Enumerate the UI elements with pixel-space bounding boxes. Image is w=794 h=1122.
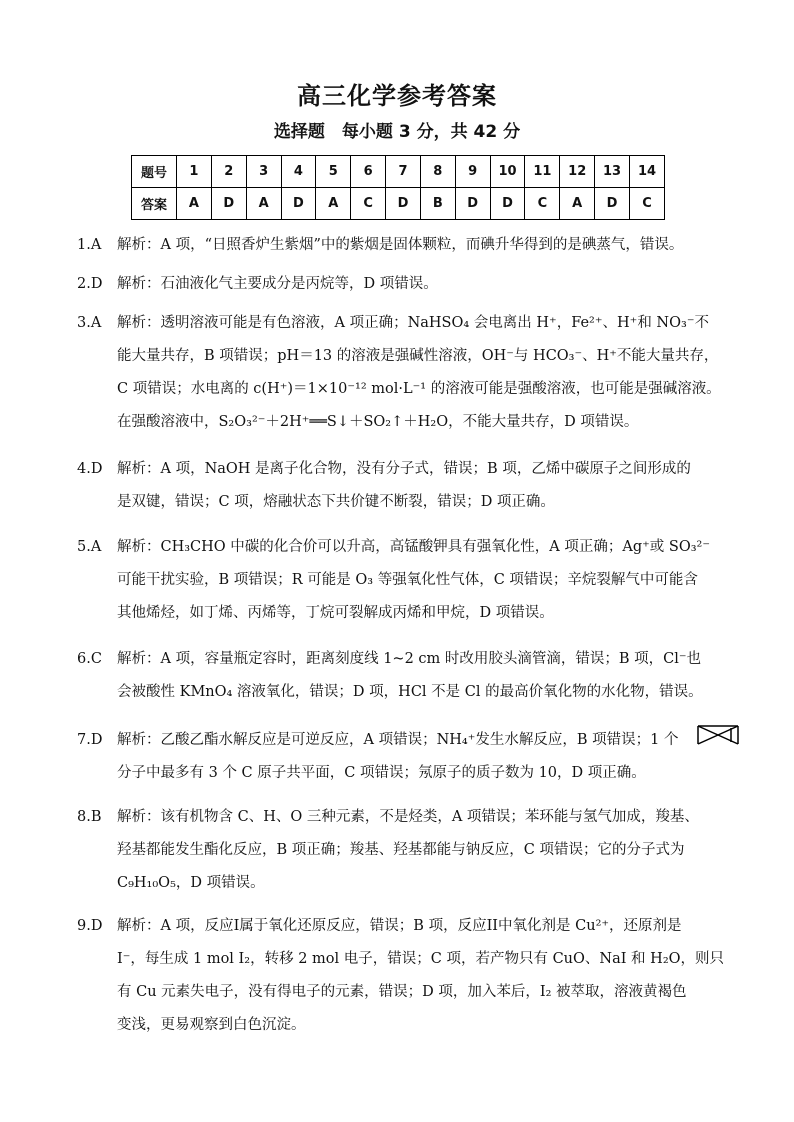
answer-item-6 [77, 643, 767, 709]
page-title: 高三化学参考答案 [297, 82, 497, 110]
answer-row [132, 188, 665, 220]
question-number-cell: 7 [386, 156, 421, 188]
item-line: C₉H₁₀O₅，D 项错误。 [117, 875, 265, 891]
item-number: 3.A [77, 315, 102, 331]
item-line: C 项错误；水电离的 c(H⁺)＝1×10⁻¹² mol·L⁻¹ 的溶液可能是强酸溶液，也可能是强碱溶液。 [117, 381, 721, 397]
answer-cell: D [455, 188, 490, 220]
item-line: 变浅，更易观察到白色沉淀。 [117, 1017, 306, 1033]
item-line: 解析：透明溶液可能是有色溶液，A 项正确；NaHSO₄ 会电离出 H⁺，Fe²⁺、H⁺和 NO₃⁻不 [117, 315, 709, 331]
answer-item-4 [77, 453, 767, 519]
answer-cell: D [211, 188, 246, 220]
answer-item-9 [77, 910, 767, 1042]
answer-cell: A [246, 188, 281, 220]
item-line: 解析：A 项，NaOH 是离子化合物，没有分子式，错误；B 项，乙烯中碳原子之间形成的 [117, 461, 691, 477]
question-number-cell: 8 [420, 156, 455, 188]
row-label-answer: 答案 [132, 188, 177, 220]
item-number: 6.C [77, 651, 102, 667]
item-line: 在强酸溶液中，S₂O₃²⁻＋2H⁺══S↓＋SO₂↑＋H₂O，不能大量共存，D 项错误。 [117, 414, 639, 430]
answer-cell: C [351, 188, 386, 220]
item-line: 分子中最多有 3 个 C 原子共平面，C 项错误；氖原子的质子数为 10，D 项正确。 [117, 765, 646, 781]
item-line: 解析：石油液化气主要成分是丙烷等，D 项错误。 [117, 276, 438, 292]
question-number-cell: 13 [595, 156, 630, 188]
answer-cell: A [177, 188, 212, 220]
item-line: 解析：A 项，反应I属于氧化还原反应，错误；B 项，反应II中氧化剂是 Cu²⁺，还原剂是 [117, 918, 682, 934]
item-line: 可能干扰实验，B 项错误；R 可能是 O₃ 等强氧化性气体，C 项错误；辛烷裂解气中可能含 [117, 572, 698, 588]
answer-item-7 [77, 724, 767, 790]
answer-table [131, 155, 665, 220]
question-number-cell: 10 [490, 156, 525, 188]
answer-cell: D [490, 188, 525, 220]
question-number-cell: 11 [525, 156, 560, 188]
question-number-cell: 6 [351, 156, 386, 188]
answer-item-1 [77, 229, 767, 262]
answer-cell: A [560, 188, 595, 220]
answer-item-3 [77, 307, 767, 439]
item-line: 解析：该有机物含 C、H、O 三种元素，不是烃类，A 项错误；苯环能与氢气加成，羧基、 [117, 809, 699, 825]
item-line: 其他烯烃，如丁烯、丙烯等，丁烷可裂解成丙烯和甲烷，D 项错误。 [117, 605, 554, 621]
answer-cell: D [386, 188, 421, 220]
question-number-row [132, 156, 665, 188]
item-number: 9.D [77, 918, 103, 934]
item-number: 7.D [77, 732, 103, 748]
item-line: 解析：CH₃CHO 中碳的化合价可以升高，高锰酸钾具有强氧化性，A 项正确；Ag⁺或 SO₃²⁻ [117, 539, 710, 555]
question-number-cell: 2 [211, 156, 246, 188]
question-number-cell: 5 [316, 156, 351, 188]
item-number: 8.B [77, 809, 102, 825]
answer-cell: D [595, 188, 630, 220]
section-subtitle: 选择题 每小题 3 分，共 42 分 [273, 122, 521, 142]
question-number-cell: 12 [560, 156, 595, 188]
item-line: 解析：A 项，“日照香炉生紫烟”中的紫烟是固体颗粒，而碘升华得到的是碘蒸气，错误。 [117, 237, 684, 253]
item-line: 解析：乙酸乙酯水解反应是可逆反应，A 项错误；NH₄⁺发生水解反应，B 项错误；1 个 [117, 732, 679, 748]
answer-item-2 [77, 268, 767, 301]
answer-item-8 [77, 801, 767, 900]
item-line: I⁻，每生成 1 mol I₂，转移 2 mol 电子，错误；C 项，若产物只有 CuO、NaI 和 H₂O，则只 [117, 951, 725, 967]
item-number: 1.A [77, 237, 102, 253]
question-number-cell: 14 [629, 156, 664, 188]
item-number: 5.A [77, 539, 102, 555]
row-label-number: 题号 [132, 156, 177, 188]
item-line: 是双键，错误；C 项，熔融状态下共价键不断裂，错误；D 项正确。 [117, 494, 555, 510]
item-line: 羟基都能发生酯化反应，B 项正确；羧基、羟基都能与钠反应，C 项错误；它的分子式为 [117, 842, 685, 858]
question-number-cell: 1 [177, 156, 212, 188]
answer-cell: B [420, 188, 455, 220]
item-line: 能大量共存，B 项错误；pH＝13 的溶液是强碱性溶液，OH⁻与 HCO₃⁻、H⁺不能大量共存， [117, 348, 719, 364]
item-line: 有 Cu 元素失电子，没有得电子的元素，错误；D 项，加入苯后，I₂ 被萃取，溶液黄褐色 [117, 984, 687, 1000]
item-line: 会被酸性 KMnO₄ 溶液氧化，错误；D 项，HCl 不是 Cl 的最高价氧化物的水化物，错误。 [117, 684, 703, 700]
question-number-cell: 4 [281, 156, 316, 188]
answer-item-5 [77, 531, 767, 630]
question-number-cell: 3 [246, 156, 281, 188]
item-line: 解析：A 项，容量瓶定容时，距离刻度线 1~2 cm 时改用胶头滴管滴，错误；B 项，Cl⁻也 [117, 651, 702, 667]
question-number-cell: 9 [455, 156, 490, 188]
answer-cell: D [281, 188, 316, 220]
answer-cell: A [316, 188, 351, 220]
bicyclic-molecule-structure-icon [695, 722, 741, 748]
answer-cell: C [525, 188, 560, 220]
item-number: 2.D [77, 276, 103, 292]
item-number: 4.D [77, 461, 103, 477]
answer-cell: C [629, 188, 664, 220]
